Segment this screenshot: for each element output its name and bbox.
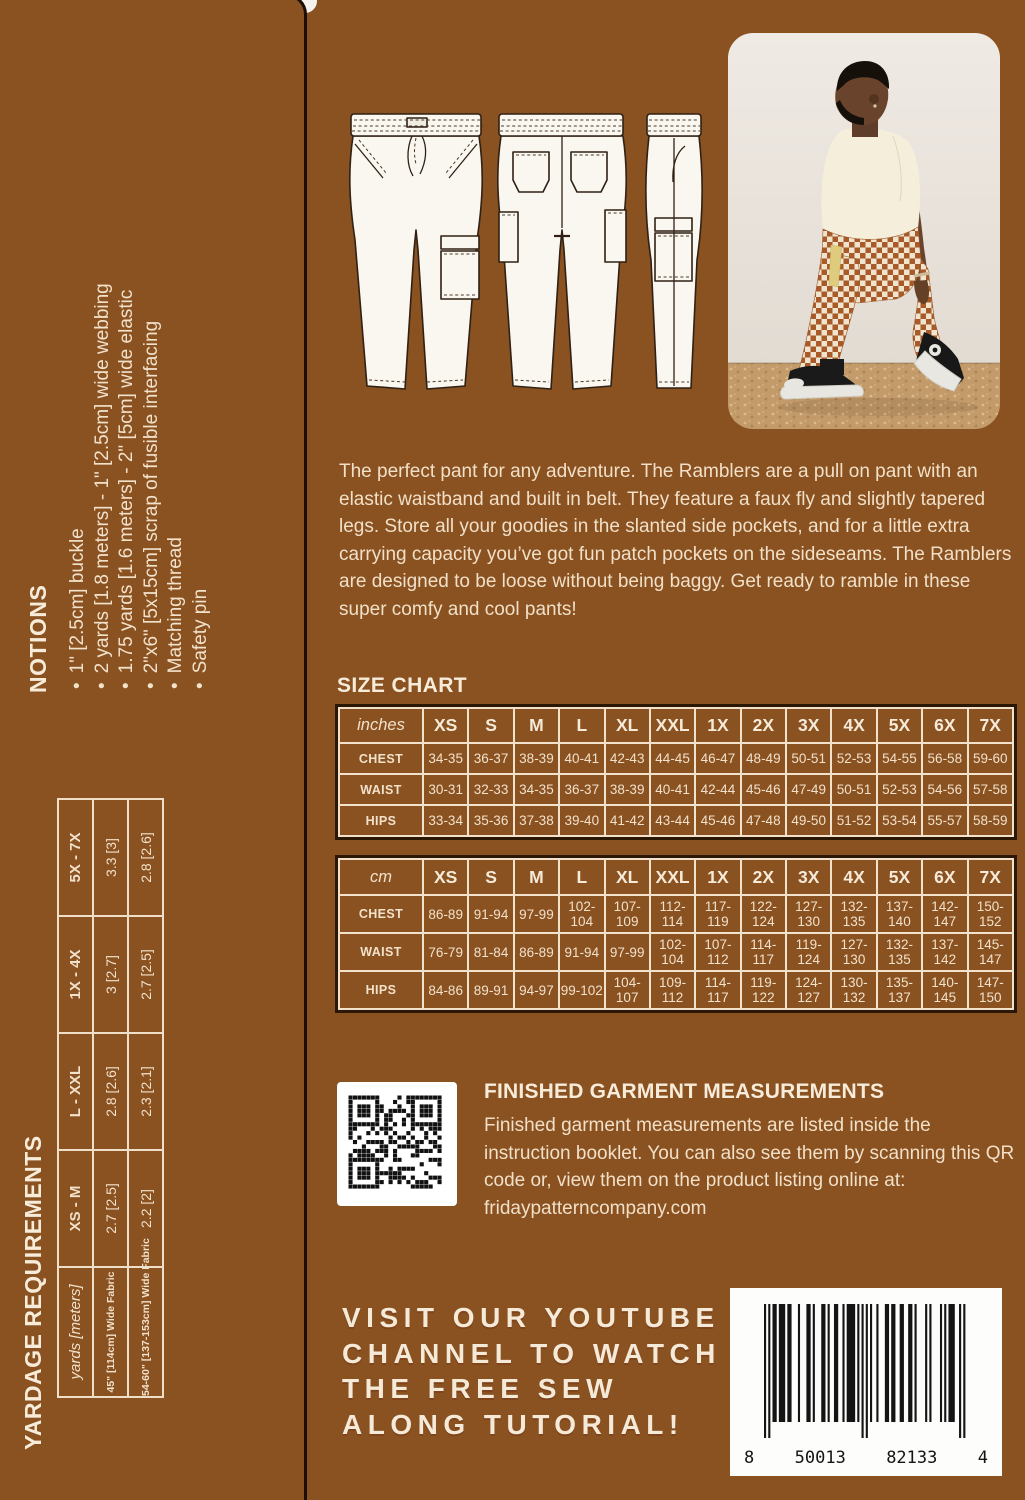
notion-item: • 2 yards [1.8 meters] - 1" [2.5cm] wide webbing [91, 250, 116, 689]
yardage-size-header: L - XXL [58, 1033, 93, 1150]
size-row-label: WAIST [339, 933, 423, 971]
size-header: 2X [741, 708, 786, 743]
size-header: 3X [786, 859, 831, 895]
size-cell: 107-109 [605, 895, 650, 933]
size-header: 1X [695, 859, 740, 895]
finished-measurements-section [484, 1080, 1018, 1222]
size-cell: 102-104 [650, 933, 695, 971]
barcode-digits [744, 1448, 988, 1468]
yardage-cell: 2.8 [2.6] [128, 799, 163, 916]
yardage-row-label: 45" [114cm] Wide Fabric [93, 1267, 128, 1397]
size-header: S [468, 859, 513, 895]
youtube-line: VISIT OUR YOUTUBE [342, 1302, 720, 1333]
size-cell: 99-102 [559, 971, 604, 1009]
size-cell: 56-58 [922, 743, 967, 774]
size-cell: 147-150 [968, 971, 1014, 1009]
size-table [338, 858, 1014, 1010]
size-cell: 54-55 [877, 743, 922, 774]
size-cell: 35-36 [468, 805, 513, 836]
size-cell: 55-57 [922, 805, 967, 836]
size-cell: 142-147 [922, 895, 967, 933]
size-cell: 40-41 [559, 743, 604, 774]
yardage-size-header: XS - M [58, 1150, 93, 1267]
size-header: XS [423, 859, 468, 895]
size-header: 7X [968, 708, 1014, 743]
size-header: XL [605, 708, 650, 743]
size-cell: 130-132 [831, 971, 876, 1009]
size-cell: 37-38 [514, 805, 559, 836]
finished-measurements-body: Finished garment measurements are listed inside the instruction booklet. You can also see them by scanning this QR code or, view them on the product listing online at: [484, 1115, 1015, 1191]
size-header-row [339, 859, 1013, 895]
size-cell: 33-34 [423, 805, 468, 836]
size-cell: 107-112 [695, 933, 740, 971]
barcode-digit-group: 4 [977, 1448, 988, 1468]
yardage-size-header: 1X - 4X [58, 916, 93, 1033]
size-header: M [514, 859, 559, 895]
barcode [730, 1288, 1002, 1476]
yardage-header-row [58, 799, 93, 1397]
barcode-digit-group: 8 [744, 1448, 755, 1468]
yardage-size-header: 5X - 7X [58, 799, 93, 916]
size-row [339, 933, 1013, 971]
qr-code [337, 1082, 457, 1206]
size-header: XS [423, 708, 468, 743]
notions-title: NOTIONS [25, 584, 51, 693]
size-cell: 38-39 [514, 743, 559, 774]
youtube-line: ALONG TUTORIAL! [342, 1408, 684, 1440]
size-header: 4X [831, 859, 876, 895]
size-cell: 109-112 [650, 971, 695, 1009]
size-cell: 140-145 [922, 971, 967, 1009]
size-cell: 145-147 [968, 933, 1014, 971]
size-row [339, 774, 1013, 805]
barcode-bars [730, 1288, 1002, 1440]
size-cell: 86-89 [514, 933, 559, 971]
size-cell: 137-142 [922, 933, 967, 971]
size-cell: 34-35 [514, 774, 559, 805]
size-row [339, 971, 1013, 1009]
youtube-line: CHANNEL TO WATCH [342, 1337, 721, 1369]
size-cell: 135-137 [877, 971, 922, 1009]
website-url: fridaypatterncompany.com [484, 1197, 707, 1219]
size-header: 5X [877, 708, 922, 743]
yardage-cell: 2.7 [2.5] [128, 916, 163, 1033]
size-header: L [559, 708, 604, 743]
size-header: XL [605, 859, 650, 895]
size-cell: 57-58 [968, 774, 1014, 805]
size-cell: 53-54 [877, 805, 922, 836]
size-cell: 114-117 [695, 971, 740, 1009]
size-cell: 59-60 [968, 743, 1014, 774]
pattern-description: The perfect pant for any adventure. The Ramblers are a pull on pant with an elastic waistband and built in belt. They feature a faux fly and slightly tapered legs. Store all your goodies in the slanted side pockets, and for a little extra carrying capacity you’ve got fun patch pockets on the sideseams. The Ramblers are designed to be loose without being baggy. Get ready to ramble in these super comfy and cool pants! [339, 461, 1012, 620]
size-cell: 32-33 [468, 774, 513, 805]
size-cell: 137-140 [877, 895, 922, 933]
notion-item: • 1.75 yards [1.6 meters] - 2" [5cm] wide elastic [115, 250, 140, 689]
size-header: L [559, 859, 604, 895]
size-cell: 150-152 [968, 895, 1014, 933]
youtube-callout [342, 1300, 721, 1442]
size-cell: 40-41 [650, 774, 695, 805]
size-cell: 89-91 [468, 971, 513, 1009]
yardage-cell: 2.7 [2.5] [93, 1150, 128, 1267]
size-row-label: CHEST [339, 895, 423, 933]
size-cell: 117-119 [695, 895, 740, 933]
yardage-table [57, 798, 164, 1398]
size-cell: 46-47 [695, 743, 740, 774]
size-header: 4X [831, 708, 876, 743]
size-unit-label: inches [339, 708, 423, 743]
size-cell: 76-79 [423, 933, 468, 971]
size-cell: 54-56 [922, 774, 967, 805]
size-header: XXL [650, 859, 695, 895]
size-row [339, 895, 1013, 933]
notion-item: • Safety pin [189, 250, 214, 689]
yardage-cell: 2.2 [2] [128, 1150, 163, 1267]
size-cell: 42-43 [605, 743, 650, 774]
size-header-row [339, 708, 1013, 743]
size-cell: 112-114 [650, 895, 695, 933]
yardage-row [128, 799, 163, 1397]
size-cell: 97-99 [514, 895, 559, 933]
size-cell: 102-104 [559, 895, 604, 933]
size-cell: 51-52 [831, 805, 876, 836]
yardage-cell: 2.8 [2.6] [93, 1033, 128, 1150]
size-cell: 97-99 [605, 933, 650, 971]
size-cell: 45-46 [695, 805, 740, 836]
size-header: 5X [877, 859, 922, 895]
size-header: XXL [650, 708, 695, 743]
youtube-line: THE FREE SEW [342, 1373, 619, 1404]
size-row [339, 743, 1013, 774]
size-table [338, 707, 1014, 837]
size-cell: 52-53 [831, 743, 876, 774]
size-header: S [468, 708, 513, 743]
size-header: M [514, 708, 559, 743]
size-cell: 122-124 [741, 895, 786, 933]
size-cell: 48-49 [741, 743, 786, 774]
finished-measurements-title: FINISHED GARMENT MEASUREMENTS [484, 1080, 885, 1103]
size-cell: 127-130 [831, 933, 876, 971]
size-cell: 91-94 [559, 933, 604, 971]
size-cell: 34-35 [423, 743, 468, 774]
size-cell: 58-59 [968, 805, 1014, 836]
size-cell: 44-45 [650, 743, 695, 774]
size-cell: 127-130 [786, 895, 831, 933]
size-table-cm [335, 855, 1017, 1013]
size-header: 1X [695, 708, 740, 743]
model-photo [728, 33, 1000, 429]
size-row-label: CHEST [339, 743, 423, 774]
size-cell: 132-135 [877, 933, 922, 971]
notion-item: • 1" [2.5cm] buckle [66, 250, 91, 689]
size-cell: 39-40 [559, 805, 604, 836]
size-header: 3X [786, 708, 831, 743]
yardage-unit-header: yards [meters] [58, 1267, 93, 1397]
size-cell: 94-97 [514, 971, 559, 1009]
size-cell: 52-53 [877, 774, 922, 805]
size-cell: 36-37 [468, 743, 513, 774]
notions-list [66, 250, 213, 695]
yardage-title: YARDAGE REQUIREMENTS [20, 1135, 46, 1450]
size-cell: 49-50 [786, 805, 831, 836]
size-row-label: HIPS [339, 971, 423, 1009]
size-cell: 124-127 [786, 971, 831, 1009]
yardage-section [20, 784, 172, 1452]
yardage-row [93, 799, 128, 1397]
size-cell: 30-31 [423, 774, 468, 805]
size-cell: 42-44 [695, 774, 740, 805]
size-cell: 119-124 [786, 933, 831, 971]
size-cell: 91-94 [468, 895, 513, 933]
size-cell: 36-37 [559, 774, 604, 805]
yardage-cell: 3 [2.7] [93, 916, 128, 1033]
barcode-digit-group: 82133 [886, 1448, 938, 1468]
size-cell: 45-46 [741, 774, 786, 805]
size-table-inches [335, 704, 1017, 840]
size-header: 7X [968, 859, 1014, 895]
size-cell: 104-107 [605, 971, 650, 1009]
size-cell: 50-51 [831, 774, 876, 805]
size-cell: 114-117 [741, 933, 786, 971]
size-cell: 47-49 [786, 774, 831, 805]
yardage-row-label: 54-60" [137-153cm] Wide Fabric [128, 1267, 163, 1397]
notions-section [25, 250, 237, 695]
notion-item: • 2"x6" [5x15cm] scrap of fusible interfacing [140, 250, 165, 689]
size-row [339, 805, 1013, 836]
size-header: 6X [922, 859, 967, 895]
yardage-cell: 3.3 [3] [93, 799, 128, 916]
size-header: 2X [741, 859, 786, 895]
size-row-label: HIPS [339, 805, 423, 836]
size-cell: 41-42 [605, 805, 650, 836]
size-cell: 86-89 [423, 895, 468, 933]
size-cell: 43-44 [650, 805, 695, 836]
size-unit-label: cm [339, 859, 423, 895]
size-cell: 47-48 [741, 805, 786, 836]
yardage-cell: 2.3 [2.1] [128, 1033, 163, 1150]
barcode-digit-group: 50013 [794, 1448, 846, 1468]
size-cell: 119-122 [741, 971, 786, 1009]
size-row-label: WAIST [339, 774, 423, 805]
size-header: 6X [922, 708, 967, 743]
size-cell: 50-51 [786, 743, 831, 774]
size-cell: 132-135 [831, 895, 876, 933]
size-chart-title: SIZE CHART [337, 674, 467, 697]
size-cell: 84-86 [423, 971, 468, 1009]
notion-item: • Matching thread [164, 250, 189, 689]
pants-technical-drawings [343, 90, 719, 420]
size-cell: 38-39 [605, 774, 650, 805]
size-cell: 81-84 [468, 933, 513, 971]
